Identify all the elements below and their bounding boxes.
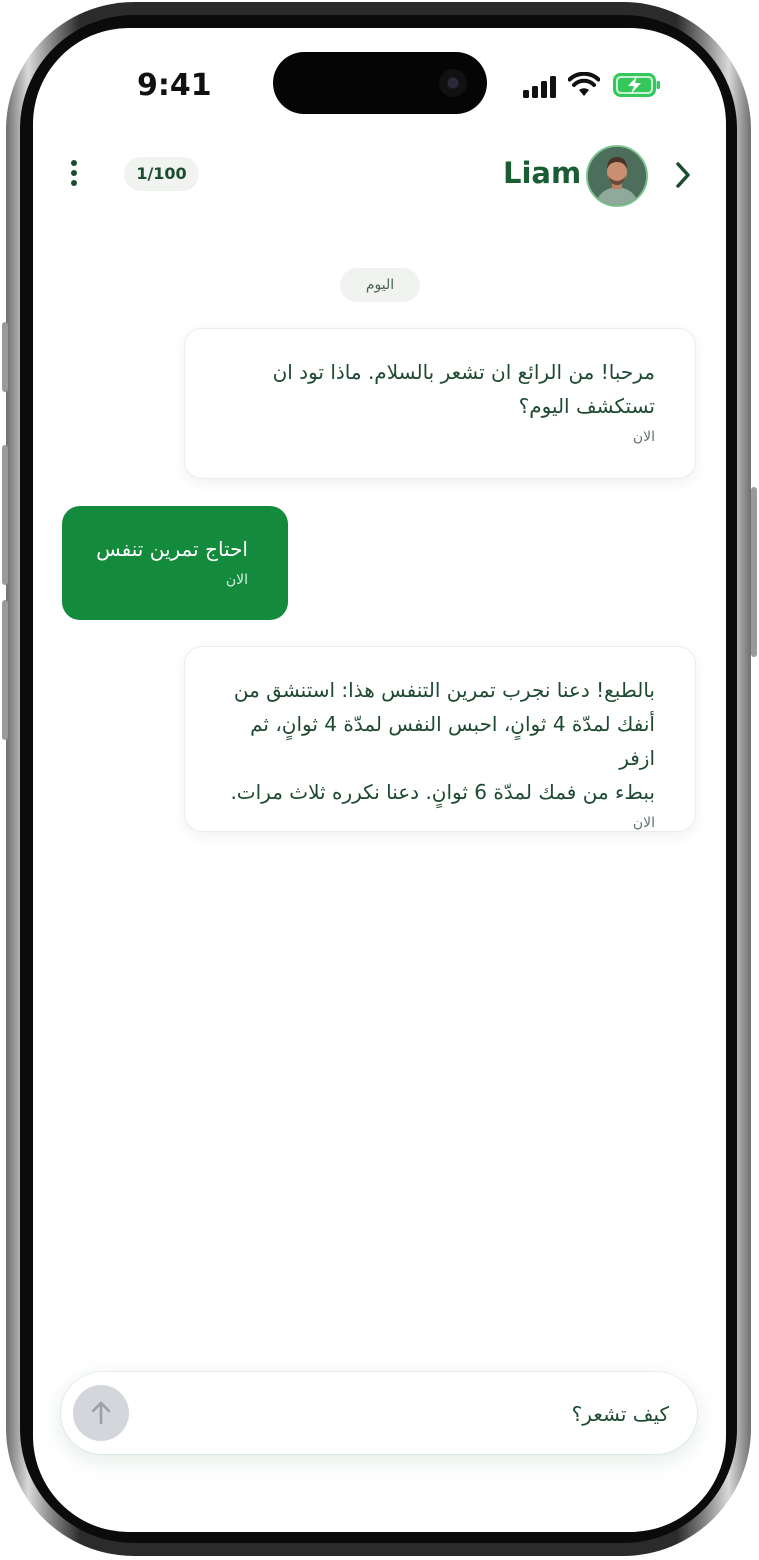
- message-text-line: ببطء من فمك لمدّة 6 ثوانٍ. دعنا نكرره ثلاث مرات.: [230, 780, 655, 804]
- action-button: [2, 322, 8, 392]
- more-options-icon[interactable]: [68, 160, 80, 190]
- message-text-line: احتاج تمرين تنفس: [96, 537, 248, 561]
- status-time: 9:41: [137, 68, 212, 103]
- volume-up-button: [2, 445, 8, 585]
- chevron-right-icon[interactable]: [673, 161, 693, 189]
- message-composer: [61, 1372, 697, 1454]
- message-bubble-incoming: [184, 328, 696, 479]
- dynamic-island: [273, 52, 487, 114]
- battery-icon: [613, 73, 661, 97]
- arrow-up-icon: [73, 1385, 129, 1441]
- message-timestamp: الان: [632, 815, 655, 831]
- send-button[interactable]: [73, 1385, 129, 1441]
- message-counter-badge: 1/100: [124, 157, 199, 191]
- message-text-line: أنفك لمدّة 4 ثوانٍ، احبس النفس لمدّة 4 ثوانٍ، ثم ازفر: [250, 712, 655, 770]
- message-input[interactable]: [187, 1372, 671, 1456]
- message-text-line: بالطبع! دعنا نجرب تمرين التنفس هذا: استنشق من: [233, 678, 655, 702]
- message-timestamp: الان: [225, 572, 248, 588]
- screen: [33, 28, 726, 1532]
- volume-down-button: [2, 600, 8, 740]
- camera-icon: [439, 69, 467, 97]
- message-text-line: تستكشف اليوم؟: [518, 394, 655, 418]
- message-timestamp: الان: [632, 429, 655, 445]
- message-bubble-incoming: [184, 646, 696, 832]
- signal-icon: [523, 76, 559, 98]
- contact-name: Liam: [503, 156, 582, 190]
- power-button: [751, 487, 757, 657]
- wifi-icon: [568, 72, 600, 98]
- message-text-line: مرحبا! من الرائع ان تشعر بالسلام. ماذا تود ان: [272, 360, 655, 384]
- message-bubble-outgoing: [62, 506, 288, 620]
- avatar[interactable]: [586, 145, 648, 207]
- date-separator: اليوم: [340, 268, 420, 302]
